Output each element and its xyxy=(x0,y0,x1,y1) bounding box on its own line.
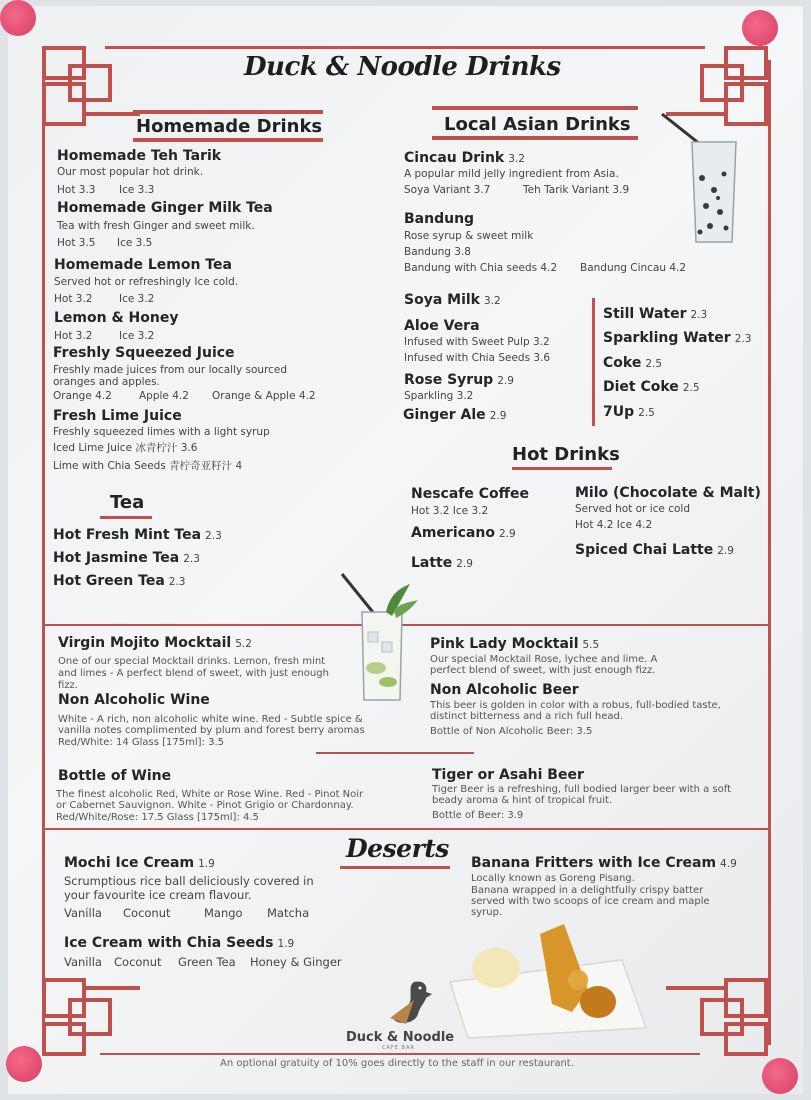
item-desc: and limes - A perfect blend of sweet, with just enough xyxy=(58,668,329,679)
item-lemon-honey: Lemon & Honey xyxy=(54,310,179,326)
duck-logo-icon xyxy=(384,974,434,1034)
flavour: Green Tea xyxy=(178,955,236,969)
item-mochi: Mochi Ice Cream 1.9 xyxy=(64,855,215,871)
flavour: Vanilla xyxy=(64,906,102,920)
flavour: Matcha xyxy=(267,906,310,920)
price-bandung: Bandung 3.8 xyxy=(404,246,471,258)
item-desc: Tiger Beer is a refreshing, full bodied larger beer with a soft xyxy=(432,784,732,795)
price-ice: Ice 3.2 xyxy=(119,330,155,342)
item-desc: Rose syrup & sweet milk xyxy=(404,230,534,242)
gratuity-note: An optional gratuity of 10% goes directly to the staff in our restaurant. xyxy=(220,1058,574,1069)
price-ice: Ice 3.2 xyxy=(119,293,155,305)
section-bar xyxy=(340,866,450,869)
section-bar xyxy=(133,138,323,142)
flavour: Vanilla xyxy=(64,955,102,969)
item-lemon-tea: Homemade Lemon Tea xyxy=(54,257,232,273)
item-aloe-vera: Aloe Vera xyxy=(404,318,480,334)
knot-ornament-bottom-left xyxy=(40,974,144,1058)
item-cincau: Cincau Drink 3.2 xyxy=(404,150,525,166)
knot-ornament-top-left xyxy=(40,44,144,130)
item-latte: Latte 2.9 xyxy=(411,555,473,571)
item-desc: Served hot or ice cold xyxy=(575,503,690,515)
section-bar xyxy=(432,136,638,140)
item-desc: served with two scoops of ice cream and maple xyxy=(471,896,710,907)
item-coke: Coke 2.5 xyxy=(603,355,663,371)
price-bottle-wine: Red/White/Rose: 17.5 Glass [175ml]: 4.5 xyxy=(56,812,259,823)
price-tiger: Bottle of Beer: 3.9 xyxy=(432,810,524,821)
price-ice: Ice 3.3 xyxy=(119,184,155,196)
price-orange: Orange 4.2 xyxy=(53,390,112,402)
flavour: Mango xyxy=(204,906,243,920)
item-desc: The finest alcoholic Red, White or Rose Wine. Red - Pinot Noir xyxy=(56,789,364,800)
item-lime-juice: Fresh Lime Juice xyxy=(53,408,182,424)
flavour: Honey & Ginger xyxy=(250,955,342,969)
frame-left xyxy=(42,48,45,1048)
item-desc: Our most popular hot drink. xyxy=(57,166,204,178)
item-desc: One of our special Mocktail drinks. Lemon, fresh mint xyxy=(58,656,326,667)
logo-name: Duck & Noodle xyxy=(346,1030,455,1045)
item-desc: A popular mild jelly ingredient from Asia. xyxy=(404,168,619,180)
price-apple: Apple 4.2 xyxy=(139,390,189,402)
item-banana-fritters: Banana Fritters with Ice Cream 4.9 xyxy=(471,855,737,871)
section-tea: Tea xyxy=(110,492,145,513)
item-diet-coke: Diet Coke 2.5 xyxy=(603,379,700,395)
item-desc: Our special Mocktail Rose, lychee and lime. A xyxy=(430,654,658,665)
item-bandung: Bandung xyxy=(404,211,475,227)
flavour: Coconut xyxy=(123,906,171,920)
banana-fritters-image xyxy=(444,920,650,1044)
price-lime-chia: Lime with Chia Seeds 青柠奇亚籽汁 4 xyxy=(53,460,243,472)
item-chai-latte: Spiced Chai Latte 2.9 xyxy=(575,542,734,558)
item-desc: perfect blend of sweet, with just enough fizz. xyxy=(430,665,656,676)
section-local: Local Asian Drinks xyxy=(444,114,631,135)
price-iced-lime: Iced Lime Juice 冰青柠汁 3.6 xyxy=(53,442,198,454)
price-nescafe: Hot 3.2 Ice 3.2 xyxy=(411,505,489,517)
section-bar xyxy=(100,516,152,519)
item-non-alcoholic-wine: Non Alcoholic Wine xyxy=(58,692,210,708)
item-green-tea: Hot Green Tea 2.3 xyxy=(53,573,186,589)
item-ginger-milk-tea: Homemade Ginger Milk Tea xyxy=(57,200,273,216)
price-bandung-cincau: Bandung Cincau 4.2 xyxy=(580,262,687,274)
item-still-water: Still Water 2.3 xyxy=(603,306,708,322)
item-fresh-juice: Freshly Squeezed Juice xyxy=(53,345,235,361)
cincau-glass-image xyxy=(658,108,742,248)
item-desc: Served hot or refreshingly Ice cold. xyxy=(54,276,239,288)
price-teh-variant: Teh Tarik Variant 3.9 xyxy=(523,184,630,196)
price-ice: Ice 3.5 xyxy=(117,237,153,249)
price-sparkling: Sparkling 3.2 xyxy=(404,390,474,402)
price-milo: Hot 4.2 Ice 4.2 xyxy=(575,519,653,531)
price-beer: Bottle of Non Alcoholic Beer: 3.5 xyxy=(430,726,593,737)
item-desc: beady aroma & hint of tropical fruit. xyxy=(432,795,613,806)
section-deserts: Deserts xyxy=(346,834,449,863)
price-hot: Hot 3.5 xyxy=(57,237,96,249)
item-ginger-ale: Ginger Ale 2.9 xyxy=(403,407,507,423)
price-aloe-pulp: Infused with Sweet Pulp 3.2 xyxy=(404,336,550,348)
flavour: Coconut xyxy=(114,955,162,969)
section-bar xyxy=(512,467,612,470)
item-soya-milk: Soya Milk 3.2 xyxy=(404,292,501,308)
item-desc: syrup. xyxy=(471,907,503,918)
item-desc: oranges and apples. xyxy=(53,376,160,388)
frame-right xyxy=(768,60,771,1045)
frame-bottom xyxy=(100,1053,700,1055)
item-bottle-of-wine: Bottle of Wine xyxy=(58,768,172,784)
item-desc: Locally known as Goreng Pisang. xyxy=(471,873,635,884)
item-desc: Freshly squeezed limes with a light syrup xyxy=(53,426,270,438)
price-wine: Red/White: 14 Glass [175ml]: 3.5 xyxy=(58,737,225,748)
frame-top xyxy=(105,46,705,49)
soft-drinks-divider xyxy=(592,298,595,426)
item-nescafe: Nescafe Coffee xyxy=(411,486,529,502)
item-desc: vanilla notes complimented by plum and forest berry aromas xyxy=(58,725,365,736)
section-bar xyxy=(432,106,638,110)
divider-short xyxy=(316,752,474,754)
pin-bottom-left xyxy=(6,1046,42,1082)
item-desc: distinct bitterness and a rich full head. xyxy=(430,711,624,722)
item-sparkling-water: Sparkling Water 2.3 xyxy=(603,330,752,346)
item-desc: fizz. xyxy=(58,680,78,691)
price-soya-variant: Soya Variant 3.7 xyxy=(404,184,491,196)
item-virgin-mojito: Virgin Mojito Mocktail 5.2 xyxy=(58,635,252,651)
price-orange-apple: Orange & Apple 4.2 xyxy=(212,390,316,402)
mojito-glass-image xyxy=(340,572,420,706)
item-desc: Scrumptious rice ball deliciously covered in xyxy=(64,874,314,888)
item-desc: This beer is golden in color with a robus, full-bodied taste, xyxy=(430,700,721,711)
logo-sub: CAFE BAR xyxy=(382,1045,415,1051)
item-tiger-asahi: Tiger or Asahi Beer xyxy=(432,767,584,783)
divider-deserts-top xyxy=(42,828,770,830)
section-bar xyxy=(133,110,323,114)
pin-bottom-right xyxy=(762,1058,798,1094)
price-hot: Hot 3.2 xyxy=(54,293,93,305)
item-non-alcoholic-beer: Non Alcoholic Beer xyxy=(430,682,579,698)
section-hot: Hot Drinks xyxy=(512,444,620,465)
knot-ornament-bottom-right xyxy=(662,974,772,1058)
item-jasmine-tea: Hot Jasmine Tea 2.3 xyxy=(53,550,200,566)
pin-top-left xyxy=(0,0,36,36)
price-bandung-chia: Bandung with Chia seeds 4.2 xyxy=(404,262,558,274)
price-hot: Hot 3.2 xyxy=(54,330,93,342)
item-desc: White - A rich, non alcoholic white wine. Red - Subtle spice & xyxy=(58,714,363,725)
price-aloe-chia: Infused with Chia Seeds 3.6 xyxy=(404,352,551,364)
item-desc: Tea with fresh Ginger and sweet milk. xyxy=(57,220,255,232)
item-desc: Banana wrapped in a delightfully crispy batter xyxy=(471,885,704,896)
item-pink-lady: Pink Lady Mocktail 5.5 xyxy=(430,636,600,652)
menu-title: Duck & Noodle Drinks xyxy=(244,52,561,82)
item-7up: 7Up 2.5 xyxy=(603,404,655,420)
section-homemade: Homemade Drinks xyxy=(136,116,323,137)
item-milo: Milo (Chocolate & Malt) xyxy=(575,485,761,501)
item-desc: your favourite ice cream flavour. xyxy=(64,888,252,902)
item-desc: Freshly made juices from our locally sourced xyxy=(53,364,288,376)
price-hot: Hot 3.3 xyxy=(57,184,96,196)
item-desc: or Cabernet Sauvignon. White - Pinot Grigio or Chardonnay. xyxy=(56,800,354,811)
item-ice-cream-chia: Ice Cream with Chia Seeds 1.9 xyxy=(64,935,295,951)
item-rose-syrup: Rose Syrup 2.9 xyxy=(404,372,514,388)
item-mint-tea: Hot Fresh Mint Tea 2.3 xyxy=(53,527,222,543)
pin-top-right xyxy=(742,10,778,46)
item-americano: Americano 2.9 xyxy=(411,525,516,541)
item-teh-tarik: Homemade Teh Tarik xyxy=(57,148,222,164)
